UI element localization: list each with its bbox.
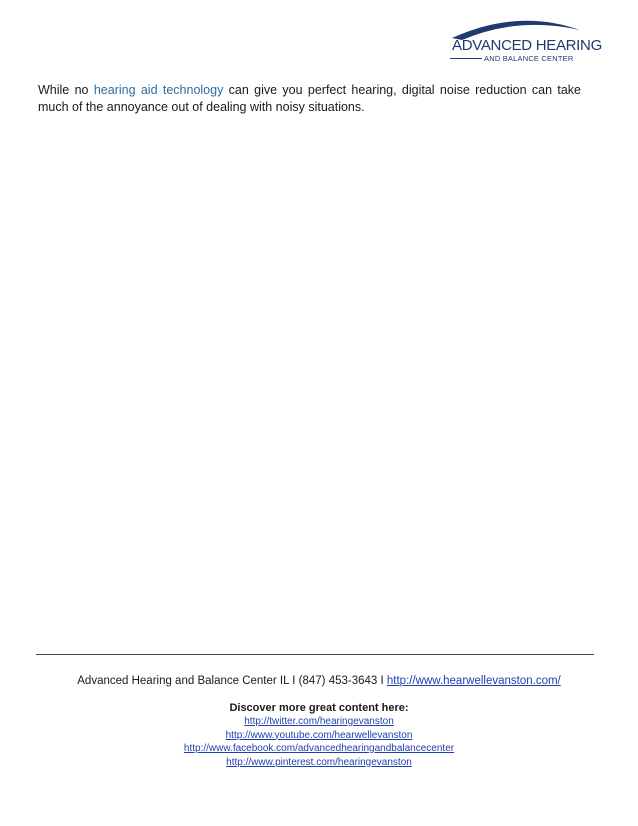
footer-contact-text: Advanced Hearing and Balance Center IL I (847) 453-3643 I (77, 675, 387, 687)
social-links-list (0, 715, 638, 769)
discover-heading: Discover more great content here: (229, 702, 409, 714)
hearing-aid-technology-link[interactable]: hearing aid technology (93, 83, 224, 97)
body-text-start: While no (38, 83, 94, 97)
body-paragraph (38, 82, 581, 116)
pinterest-link[interactable]: http://www.pinterest.com/hearingevanston (226, 756, 412, 768)
youtube-link[interactable]: http://www.youtube.com/hearwellevanston (225, 729, 413, 741)
footer-contact-line (0, 674, 638, 688)
company-logo (448, 14, 602, 72)
body-text-end: can give you perfect hearing, digital noise reduction can take much of the annoyance out of dealing with noisy situations. (38, 83, 581, 114)
twitter-link[interactable]: http://twitter.com/hearingevanston (244, 716, 394, 727)
footer-divider (36, 654, 594, 655)
website-link[interactable]: http://www.hearwellevanston.com/ (386, 675, 561, 687)
logo-subtitle: AND BALANCE CENTER (484, 54, 574, 63)
logo-title: ADVANCED HEARING (452, 37, 602, 54)
facebook-link[interactable]: http://www.facebook.com/advancedhearingandbalancecenter (183, 743, 455, 754)
